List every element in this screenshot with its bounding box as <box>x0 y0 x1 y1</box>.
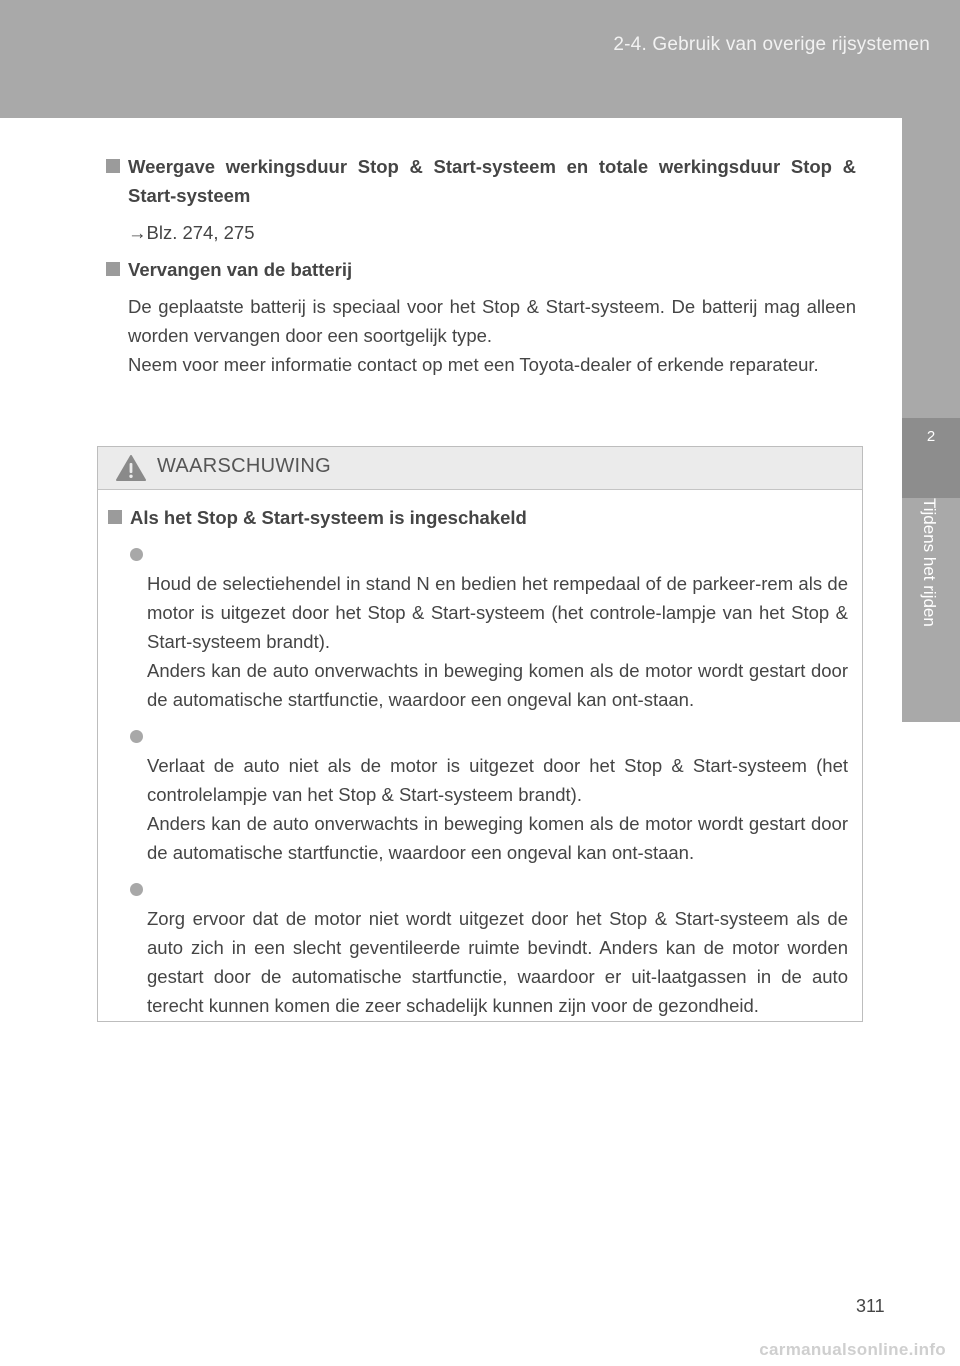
chapter-number: 2 <box>926 428 936 445</box>
chapter-side-tab <box>902 118 960 722</box>
warning-item-text: Zorg ervoor dat de motor niet wordt uitgezet door het Stop & Start-systeem als de auto zich in een slecht geventileerde ruimte bevindt. Anders kan de motor worden gestart door de automatische startfunctie, waardoor er uit-laatgassen in de auto terecht kunnen komen die zeer schadelijk kunnen zijn voor de gezondheid. <box>147 908 848 1016</box>
chapter-label-wrap <box>902 498 960 722</box>
warning-body <box>98 503 848 1020</box>
warning-item <box>106 722 848 867</box>
warning-item-text: Verlaat de auto niet als de motor is uitgezet door het Stop & Start-systeem (het controlelampje van het Stop & Start-systeem brandt). Anders kan de auto onverwachts in beweging komen als de motor wordt gestart door de automatische startfunctie, waardoor een ongeval kan ont-staan. <box>147 755 848 863</box>
warning-header <box>98 447 862 490</box>
square-bullet-icon <box>106 159 120 173</box>
warning-heading-text: Als het Stop & Start-systeem is ingeschakeld <box>130 507 527 528</box>
warning-item-text: Houd de selectiehendel in stand N en bedien het rempedaal of de parkeer-rem als de motor is uitgezet door het Stop & Start-systeem (het controle-lampje van het Stop & Start-systeem brandt). Anders kan de auto onverwachts in beweging komen als de motor wordt gestart door de automatische startfunctie, waardoor een ongeval kan ont-staan. <box>147 573 848 710</box>
section-heading-battery <box>104 255 856 284</box>
warning-title: WAARSCHUWING <box>157 455 331 477</box>
warning-item <box>106 875 848 1020</box>
page-number: 311 <box>856 1296 885 1316</box>
round-bullet-icon <box>130 548 143 561</box>
warning-box <box>97 446 863 1022</box>
square-bullet-icon <box>106 262 120 276</box>
watermark: carmanualsonline.info <box>759 1340 946 1359</box>
warning-item <box>106 540 848 714</box>
main-content <box>104 152 856 379</box>
warning-heading <box>106 503 848 532</box>
page-header <box>0 0 960 118</box>
round-bullet-icon <box>130 883 143 896</box>
chapter-title: 2-4. Gebruik van overige rijsystemen <box>613 34 930 55</box>
warning-triangle-icon <box>115 453 147 483</box>
section-heading-text: Vervangen van de batterij <box>128 259 353 280</box>
round-bullet-icon <box>130 730 143 743</box>
battery-paragraph: De geplaatste batterij is speciaal voor het Stop & Start-systeem. De batterij mag alleen worden vervangen door een soortgelijk type. Neem voor meer informatie contact op met een Toyota-dealer of erkende reparateur. <box>128 296 856 375</box>
section-heading-text: Weergave werkingsduur Stop & Start-systeem en totale werkingsduur Stop & Start-systeem <box>128 156 856 206</box>
page-reference: →Blz. 274, 275 <box>128 222 255 243</box>
square-bullet-icon <box>108 510 122 524</box>
chapter-label: Tijdens het rijden <box>920 498 939 627</box>
section-heading-duration <box>104 152 856 210</box>
